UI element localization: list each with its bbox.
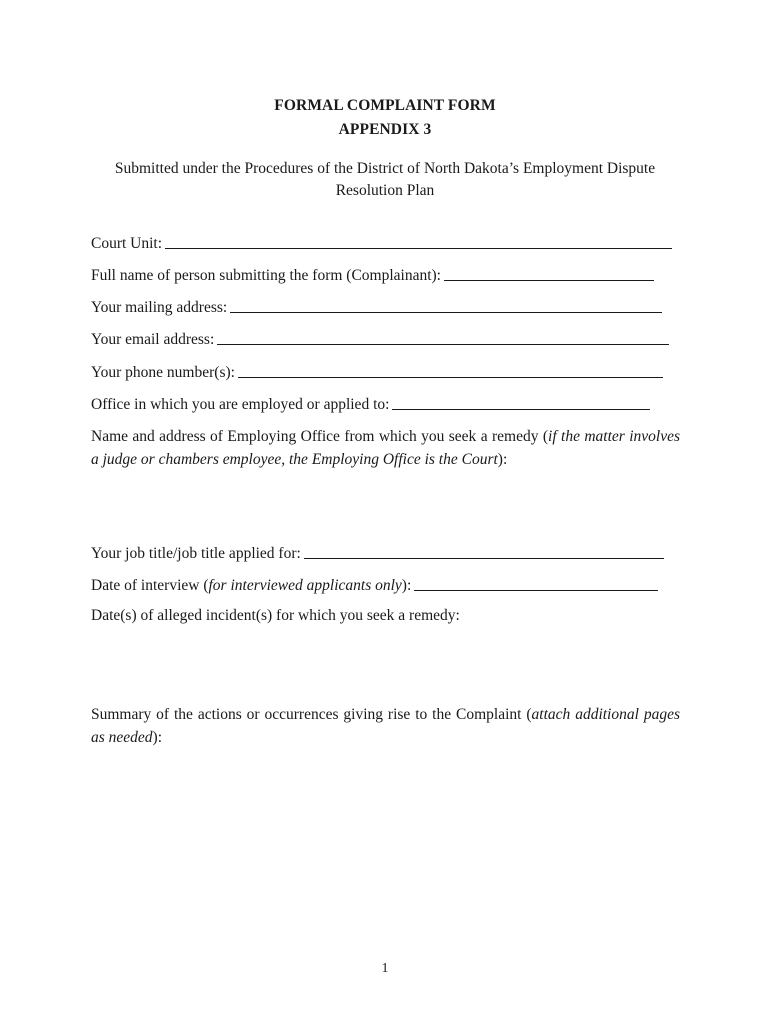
employing-office-prompt [91,426,680,471]
phone-label: Your phone number(s): [91,364,235,381]
mailing-address-label: Your mailing address: [91,299,228,316]
court-unit-blank[interactable] [165,234,672,249]
employing-office-text: Name and address of Employing Office from which you seek a remedy ( [91,428,549,445]
court-unit-label: Court Unit: [91,235,163,252]
email-address-field [91,329,669,351]
interview-date-blank[interactable] [414,576,658,591]
office-blank[interactable] [392,395,650,410]
summary-note: attach additional pages as needed [91,706,680,746]
mailing-address-field [91,297,662,319]
form-title: FORMAL COMPLAINT FORM [274,97,496,114]
office-field [91,394,650,416]
interview-date-suffix: ): [401,577,412,594]
email-address-blank[interactable] [217,330,669,345]
job-title-field [91,543,664,565]
phone-field [91,362,663,384]
email-address-label: Your email address: [91,331,215,348]
interview-date-prefix: Date of interview ( [91,577,209,594]
interview-date-field [91,575,658,597]
interview-date-note: for interviewed applicants only [208,577,402,594]
full-name-blank[interactable] [444,266,654,281]
employing-office-note: if the matter involves a judge or chambers employee, the Employing Office is the Court [91,428,680,468]
summary-prompt [91,704,680,749]
interview-date-label [91,577,411,595]
subtitle-line-1: Submitted under the Procedures of the District of North Dakota’s Employment Dispute [114,160,656,177]
employing-office-suffix: ): [497,450,508,468]
job-title-label: Your job title/job title applied for: [91,545,301,562]
phone-blank[interactable] [238,363,663,378]
incident-dates-field [91,607,460,629]
summary-text: Summary of the actions or occurrences giving rise to the Complaint ( [91,706,532,723]
page-number: 1 [381,961,389,976]
summary-suffix: ): [152,728,163,746]
office-label: Office in which you are employed or applied to: [91,396,390,413]
full-name-label: Full name of person submitting the form (Complainant): [91,267,441,284]
court-unit-field [91,233,672,255]
subtitle-line-2: Resolution Plan [335,182,435,199]
appendix-label: APPENDIX 3 [338,121,432,138]
mailing-address-blank[interactable] [230,298,662,313]
full-name-field [91,265,654,287]
job-title-blank[interactable] [304,544,664,559]
incident-dates-label: Date(s) of alleged incident(s) for which you seek a remedy: [91,607,460,624]
